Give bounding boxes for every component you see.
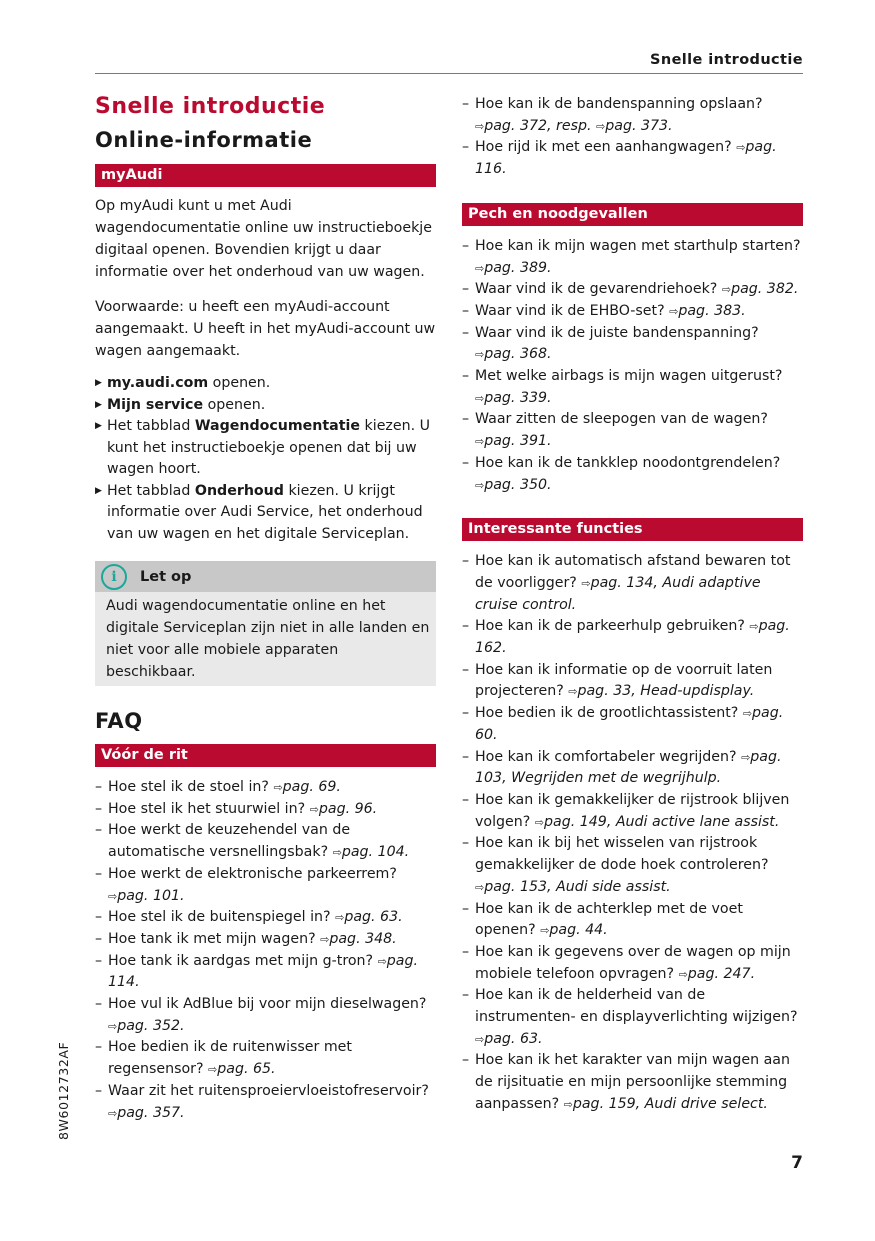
left-column: [95, 90, 436, 1124]
dash-icon: –: [462, 835, 470, 852]
faq-item: – Hoe kan ik de tankklep noodontgrendelen? ⇨pag. 350.: [462, 454, 781, 493]
arrow-icon: ⇨: [581, 576, 591, 590]
arrow-icon: ⇨: [475, 435, 485, 449]
faq-item: – Hoe bedien ik de grootlichtassistent? ⇨pag. 60.: [462, 705, 784, 743]
arrow-icon: ⇨: [563, 1097, 573, 1111]
pech-heading: Pech en noodgevallen: [462, 203, 803, 226]
faq-item: – Waar zit het ruitensproeiervloeistofreservoir? ⇨pag. 357.: [95, 1082, 429, 1121]
arrow-icon: ⇨: [741, 750, 751, 764]
faq-item: – Waar zitten de sleepogen van de wagen? ⇨pag. 391.: [462, 411, 768, 450]
right-column: [462, 94, 803, 1116]
dash-icon: –: [462, 281, 470, 298]
dash-icon: –: [95, 909, 103, 926]
faq-item: – Hoe kan ik de parkeerhulp gebruiken? ⇨pag. 162.: [462, 618, 790, 657]
arrow-icon: ⇨: [475, 391, 485, 405]
arrow-icon: ⇨: [475, 1032, 485, 1046]
dash-icon: –: [462, 1052, 470, 1069]
document-code: 8W6012732AF: [56, 1041, 71, 1140]
note-body: Audi wagendocumentatie online en het digitale Serviceplan zijn niet in alle landen en niet voor alle mobiele apparaten beschikbaar.: [106, 598, 430, 680]
faq-item: – Waar vind ik de EHBO-set? ⇨pag. 383.: [462, 301, 803, 323]
arrow-icon: ⇨: [335, 911, 345, 925]
arrow-icon: ⇨: [108, 1106, 118, 1120]
faq-item: – Hoe kan ik de bandenspanning opslaan? ⇨pag. 372, resp. ⇨pag. 373.: [462, 96, 763, 134]
dash-icon: –: [462, 943, 470, 960]
step-item: ▶ Het tabblad Wagendocumentatie kiezen. U kunt het instructieboekje openen dat bij uw wagen hoort.: [95, 418, 430, 477]
step-arrow-icon: ▶: [95, 421, 102, 431]
dash-icon: –: [462, 748, 470, 765]
dash-icon: –: [462, 661, 470, 678]
step-arrow-icon: ▶: [95, 399, 102, 410]
dash-icon: –: [462, 411, 470, 428]
faq-item: – Hoe werkt de keuzehendel van de automatische versnellingsbak? ⇨pag. 104.: [95, 822, 410, 861]
note-title: Let op: [140, 568, 192, 585]
faq-item: – Hoe kan ik automatisch afstand bewaren tot de voorligger? ⇨pag. 134, Audi adaptive cruise control.: [462, 553, 791, 613]
arrow-icon: ⇨: [475, 478, 485, 492]
dash-icon: –: [462, 454, 470, 471]
arrow-icon: ⇨: [208, 1063, 218, 1077]
arrow-icon: ⇨: [742, 707, 753, 721]
dash-icon: –: [462, 237, 470, 254]
header-rule: [95, 73, 803, 74]
faq-item: – Hoe bedien ik de ruitenwisser met regensensor? ⇨pag. 65.: [95, 1039, 352, 1078]
dash-icon: –: [95, 1082, 103, 1099]
dash-icon: –: [462, 618, 470, 635]
running-title: Snelle introductie: [650, 52, 803, 68]
dash-icon: –: [95, 865, 103, 882]
step-arrow-icon: ▶: [95, 378, 102, 388]
dash-icon: –: [95, 1039, 103, 1056]
faq-item: – Hoe rijd ik met een aanhangwagen? ⇨pag. 116.: [462, 139, 777, 178]
pech-list: [462, 236, 803, 496]
dash-icon: –: [462, 553, 470, 570]
arrow-icon: ⇨: [721, 283, 732, 297]
arrow-icon: ⇨: [475, 880, 485, 894]
faq-item: – Hoe kan ik gegevens over de wagen op mijn mobiele telefoon opvragen? ⇨pag. 247.: [462, 943, 791, 982]
dash-icon: –: [462, 791, 470, 808]
faq-item: – Hoe stel ik de stoel in? ⇨pag. 69.: [95, 777, 436, 799]
arrow-icon: ⇨: [108, 1019, 118, 1033]
info-icon: i: [101, 564, 127, 590]
page-number: 7: [791, 1153, 803, 1173]
continued-list: [462, 94, 803, 181]
dash-icon: –: [462, 96, 470, 112]
step-list: [95, 373, 436, 545]
dash-icon: –: [462, 987, 470, 1004]
dash-icon: –: [462, 900, 470, 917]
dash-icon: –: [95, 930, 103, 947]
functies-heading: Interessante functies: [462, 518, 803, 541]
faq-item: – Waar vind ik de juiste bandenspanning? ⇨pag. 368.: [462, 324, 759, 363]
faq-item: – Hoe stel ik het stuurwiel in? ⇨pag. 96.: [95, 799, 436, 821]
arrow-icon: ⇨: [596, 119, 606, 133]
dash-icon: –: [462, 302, 470, 319]
faq-item: – Hoe kan ik bij het wisselen van rijstrook gemakkelijker de dode hoek controleren? ⇨pag. 153, Audi side assist.: [462, 835, 769, 895]
dash-icon: –: [95, 779, 103, 795]
voor-de-rit-list: [95, 777, 436, 1124]
arrow-icon: ⇨: [475, 348, 485, 362]
faq-title: FAQ: [95, 709, 143, 733]
dash-icon: –: [95, 996, 103, 1013]
dash-icon: –: [462, 139, 470, 156]
myaudi-paragraph-2: Voorwaarde: u heeft een myAudi-account aangemaakt. U heeft in het myAudi-account uw wagen aangemaakt.: [95, 299, 436, 359]
step-item: ▶ Het tabblad Onderhoud kiezen. U krijgt informatie over Audi Service, het onderhoud van uw wagen en het digitale Serviceplan.: [95, 482, 423, 542]
faq-item: – Hoe kan ik de achterklep met de voet openen? ⇨pag. 44.: [462, 900, 743, 939]
faq-item: – Hoe tank ik met mijn wagen? ⇨pag. 348.: [95, 929, 436, 951]
arrow-icon: ⇨: [540, 924, 550, 938]
faq-item: – Hoe stel ik de buitenspiegel in? ⇨pag. 63.: [95, 907, 436, 929]
arrow-icon: ⇨: [678, 967, 688, 981]
functies-list: [462, 551, 803, 1115]
arrow-icon: ⇨: [669, 304, 679, 318]
faq-item: – Hoe kan ik comfortabeler wegrijden? ⇨pag. 103, Wegrijden met de wegrijhulp.: [462, 748, 782, 787]
faq-item: – Hoe kan ik informatie op de voorruit laten projecteren? ⇨pag. 33, Head-updisplay.: [462, 661, 773, 700]
note-box: [95, 561, 436, 686]
dash-icon: –: [95, 822, 103, 839]
voor-de-rit-heading: Vóór de rit: [95, 744, 436, 767]
arrow-icon: ⇨: [475, 119, 485, 133]
note-header: [95, 561, 436, 592]
dash-icon: –: [462, 368, 470, 385]
arrow-icon: ⇨: [309, 802, 319, 816]
arrow-icon: ⇨: [736, 141, 746, 155]
faq-item: – Hoe vul ik AdBlue bij voor mijn dieselwagen? ⇨pag. 352.: [95, 996, 427, 1034]
arrow-icon: ⇨: [568, 685, 578, 699]
arrow-icon: ⇨: [534, 815, 545, 829]
myaudi-paragraph-1: Op myAudi kunt u met Audi wagendocumentatie online uw instructieboekje digitaal openen. Bovendien krijgt u daar informatie over het onderhoud van uw wagen.: [95, 198, 432, 280]
dash-icon: –: [462, 705, 470, 722]
dash-icon: –: [462, 324, 470, 341]
faq-item: – Met welke airbags is mijn wagen uitgerust? ⇨pag. 339.: [462, 368, 783, 406]
faq-item: – Hoe kan ik mijn wagen met starthulp starten? ⇨pag. 389.: [462, 237, 801, 276]
arrow-icon: ⇨: [108, 889, 118, 903]
faq-item: – Hoe tank ik aardgas met mijn g-tron? ⇨pag. 114.: [95, 952, 418, 991]
arrow-icon: ⇨: [273, 781, 283, 794]
arrow-icon: ⇨: [749, 620, 759, 634]
dash-icon: –: [95, 800, 103, 817]
page-subtitle: Online-informatie: [95, 128, 313, 152]
faq-item: – Hoe werkt de elektronische parkeerrem? ⇨pag. 101.: [95, 865, 397, 904]
myaudi-heading: myAudi: [95, 164, 436, 187]
dash-icon: –: [95, 952, 103, 969]
arrow-icon: ⇨: [475, 261, 485, 275]
faq-item: – Hoe kan ik de helderheid van de instrumenten- en displayverlichting wijzigen? ⇨pag. 63.: [462, 987, 798, 1047]
faq-item: – Hoe kan ik het karakter van mijn wagen aan de rijsituatie en mijn persoonlijke stemming aanpassen? ⇨pag. 159, Audi drive select.: [462, 1052, 790, 1112]
arrow-icon: ⇨: [320, 932, 330, 946]
faq-item: – Hoe kan ik gemakkelijker de rijstrook blijven volgen? ⇨pag. 149, Audi active lane assist.: [462, 791, 790, 830]
step-item: ▶ Mijn service openen.: [95, 395, 436, 417]
faq-item: – Waar vind ik de gevarendriehoek? ⇨pag. 382.: [462, 279, 803, 301]
section-title: Snelle introductie: [95, 94, 326, 119]
arrow-icon: ⇨: [332, 846, 342, 860]
arrow-icon: ⇨: [377, 954, 387, 968]
step-item: ▶ my.audi.com openen.: [95, 373, 436, 395]
step-arrow-icon: ▶: [95, 485, 102, 496]
